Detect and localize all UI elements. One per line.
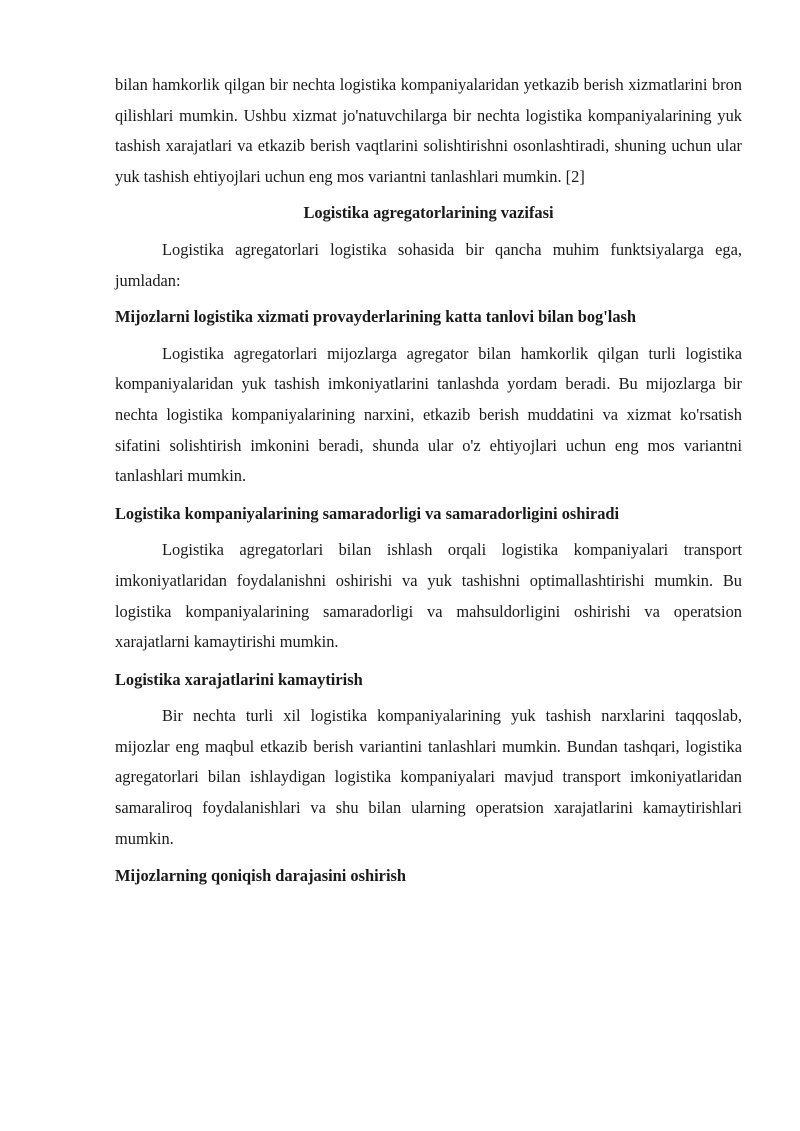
section-title: Logistika agregatorlarining vazifasi [303,203,554,223]
subsection-body-connect-clients: Logistika agregatorlari mijozlarga agregator bilan hamkorlik qilgan turli logistika kompaniyalaridan yuk tashish imkoniyatlarini tanlashda yordam beradi. Bu mijozlarga bir nechta logistika kompaniyalarining narxini, etkazib berish muddatini va xizmat ko'rsatish sifatini solishtirish imkonini beradi, shunda ular o'z ehtiyojlari uchun eng mos variantni tanlashlari mumkin. [115,343,742,486]
subsection-heading-connect-clients: Mijozlarni logistika xizmati provayderlarining katta tanlovi bilan bog'lash [115,307,637,327]
intro-paragraph: bilan hamkorlik qilgan bir nechta logistika kompaniyalaridan yetkazib berish xizmatlarini bron qilishlari mumkin. Ushbu xizmat jo'natuvchilarga bir nechta logistika kompaniyalarining yuk tashish xarajatlari va etkazib berish vaqtlarini solishtirishni osonlashtiradi, shuning uchun ular yuk tashish ehtiyojlari uchun eng mos variantni tanlashlari mumkin. [2] [115,75,742,186]
subsection-heading-efficiency: Logistika kompaniyalarining samaradorligi va samaradorligini oshiradi [115,503,620,523]
section-intro-paragraph: Logistika agregatorlari logistika sohasida bir qancha muhim funktsiyalarga ega, jumladan: [115,239,742,290]
subsection-heading-cost-reduction: Logistika xarajatlarini kamaytirish [115,669,363,689]
document-page [115,70,742,892]
subsection-body-efficiency: Logistika agregatorlari bilan ishlash orqali logistika kompaniyalari transport imkoniyatlaridan foydalanishni oshirishi va yuk tashishni optimallashtirishi mumkin. Bu logistika kompaniyalarining samaradorligi va mahsuldorligini oshirishi va operatsion xarajatlarni kamaytirishi mumkin. [115,540,742,652]
subsection-body-cost-reduction: Bir nechta turli xil logistika kompaniyalarining yuk tashish narxlarini taqqoslab, mijozlar eng maqbul etkazib berish variantini tanlashlari mumkin. Bundan tashqari, logistika agregatorlari bilan ishlaydigan logistika kompaniyalari mavjud transport imkoniyatlaridan samaraliroq foydalanishlari va shu bilan ularning operatsion xarajatlarini kamaytirishlari mumkin. [115,706,742,848]
subsection-heading-satisfaction: Mijozlarning qoniqish darajasini oshirish [115,866,406,886]
